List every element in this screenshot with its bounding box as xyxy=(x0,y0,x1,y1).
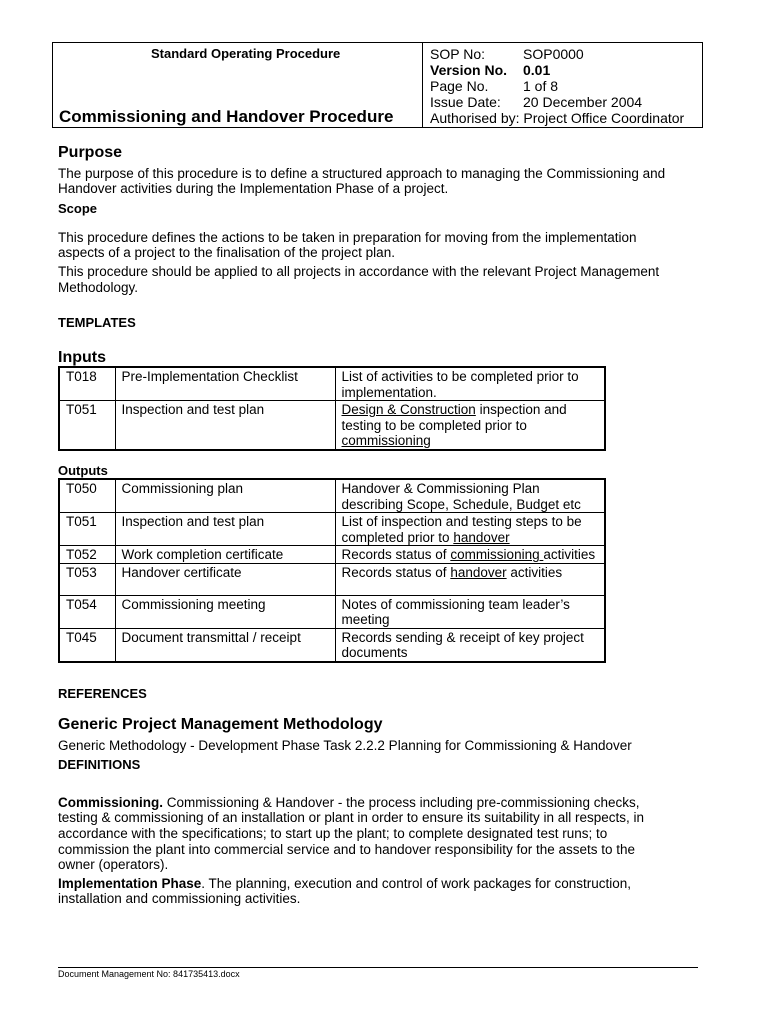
purpose-heading: Purpose xyxy=(58,144,123,161)
definition-term: Implementation Phase xyxy=(58,876,202,891)
document-header-box xyxy=(52,42,703,128)
scope-text-2: aspects of a project to the finalisation of the project plan. xyxy=(58,245,395,260)
issue-date-label: Issue Date: xyxy=(430,94,501,110)
table-row xyxy=(59,546,605,564)
sop-label: Standard Operating Procedure xyxy=(151,46,341,61)
scope-text-1: This procedure defines the actions to be taken in preparation for moving from the implementation xyxy=(58,230,637,245)
definition-implementation-1 xyxy=(58,876,631,892)
version-value: 0.01 xyxy=(523,62,551,78)
definition-implementation-2: installation and commissioning activities. xyxy=(58,891,301,906)
commissioning-link[interactable]: commissioning xyxy=(450,547,544,562)
handover-link[interactable]: handover xyxy=(453,529,510,545)
commissioning-link[interactable]: commissioning xyxy=(341,433,431,448)
template-name: Commissioning plan xyxy=(115,479,335,513)
document-title: Commissioning and Handover Procedure xyxy=(59,107,394,126)
table-row xyxy=(59,628,605,662)
template-name: Commissioning meeting xyxy=(115,595,335,628)
template-code: T045 xyxy=(59,628,115,662)
handover-link[interactable]: handover xyxy=(450,564,507,580)
scope-text-4: Methodology. xyxy=(58,280,139,295)
template-name: Work completion certificate xyxy=(115,546,335,564)
definition-commissioning-3: accordance with the specifications; to start up the plant; to complete designated test runs; to xyxy=(58,826,608,841)
template-code: T052 xyxy=(59,546,115,564)
template-name: Handover certificate xyxy=(115,563,335,595)
table-row xyxy=(59,401,605,450)
description-text: inspection and testing to be completed prior to xyxy=(341,402,567,433)
page-no-label: Page No. xyxy=(430,78,489,94)
issue-date-value: 20 December 2004 xyxy=(523,94,643,110)
design-construction-link[interactable]: Design & Construction xyxy=(341,402,476,417)
sop-no-value: SOP0000 xyxy=(523,46,584,62)
template-code: T051 xyxy=(59,513,115,546)
header-divider xyxy=(422,43,423,128)
page-no-value: 1 of 8 xyxy=(523,78,559,94)
sop-no-label: SOP No: xyxy=(430,46,485,62)
template-description: List of activities to be completed prior to implementation. xyxy=(335,367,605,401)
definition-term: Commissioning. xyxy=(58,795,164,810)
template-code: T053 xyxy=(59,563,115,595)
description-text: activities xyxy=(506,564,563,580)
template-code: T054 xyxy=(59,595,115,628)
description-text: activities xyxy=(543,547,596,562)
outputs-heading: Outputs xyxy=(58,463,108,478)
definition-text: . The planning, execution and control of work packages for construction, xyxy=(201,876,632,891)
template-description: Handover & Commissioning Plan describing Scope, Schedule, Budget etc xyxy=(335,479,605,513)
definition-commissioning-1 xyxy=(58,795,639,811)
definitions-heading: DEFINITIONS xyxy=(58,757,141,772)
footer-divider xyxy=(58,967,698,968)
template-description xyxy=(335,546,605,564)
version-label: Version No. xyxy=(430,62,508,78)
description-text: List of inspection and testing steps to be completed prior to xyxy=(341,514,582,545)
table-row xyxy=(59,513,605,546)
definition-commissioning-2: testing & commissioning of an installation or plant in order to ensure its suitability in all respects, in xyxy=(58,810,645,825)
scope-text-3: This procedure should be applied to all projects in accordance with the relevant Project Management xyxy=(58,264,660,279)
table-row xyxy=(59,595,605,628)
table-row xyxy=(59,563,605,595)
template-name: Document transmittal / receipt xyxy=(115,628,335,662)
table-row xyxy=(59,479,605,513)
template-name: Pre-Implementation Checklist xyxy=(115,367,335,401)
purpose-text-2: Handover activities during the Implementation Phase of a project. xyxy=(58,181,449,196)
template-code: T018 xyxy=(59,367,115,401)
template-name: Inspection and test plan xyxy=(115,401,335,450)
template-description xyxy=(335,513,605,546)
scope-heading: Scope xyxy=(58,201,98,216)
templates-heading: TEMPLATES xyxy=(58,315,136,330)
outputs-table xyxy=(58,478,606,663)
table-row xyxy=(59,367,605,401)
template-description xyxy=(335,401,605,450)
references-heading: REFERENCES xyxy=(58,686,147,701)
references-text: Generic Methodology - Development Phase Task 2.2.2 Planning for Commissioning & Handover xyxy=(58,738,632,753)
definition-commissioning-5: owner (operators). xyxy=(58,857,169,872)
inputs-heading: Inputs xyxy=(58,349,106,366)
description-text: Records status of xyxy=(341,547,451,562)
inputs-table xyxy=(58,366,606,451)
template-description xyxy=(335,563,605,595)
references-subheading: Generic Project Management Methodology xyxy=(58,716,383,733)
authorised-by: Authorised by: Project Office Coordinator xyxy=(430,110,685,126)
template-name: Inspection and test plan xyxy=(115,513,335,546)
definition-text: Commissioning & Handover - the process including pre-commissioning checks, xyxy=(163,795,640,810)
template-code: T050 xyxy=(59,479,115,513)
definition-commissioning-4: commission the plant into commercial service and to handover responsibility for the assets to the xyxy=(58,842,636,857)
template-description: Records sending & receipt of key project documents xyxy=(335,628,605,662)
description-text: Records status of xyxy=(341,564,451,580)
template-description: Notes of commissioning team leader’s meeting xyxy=(335,595,605,628)
purpose-text-1: The purpose of this procedure is to define a structured approach to managing the Commissioning and xyxy=(58,166,666,181)
footer-document-number: Document Management No: 841735413.docx xyxy=(58,969,240,979)
template-code: T051 xyxy=(59,401,115,450)
